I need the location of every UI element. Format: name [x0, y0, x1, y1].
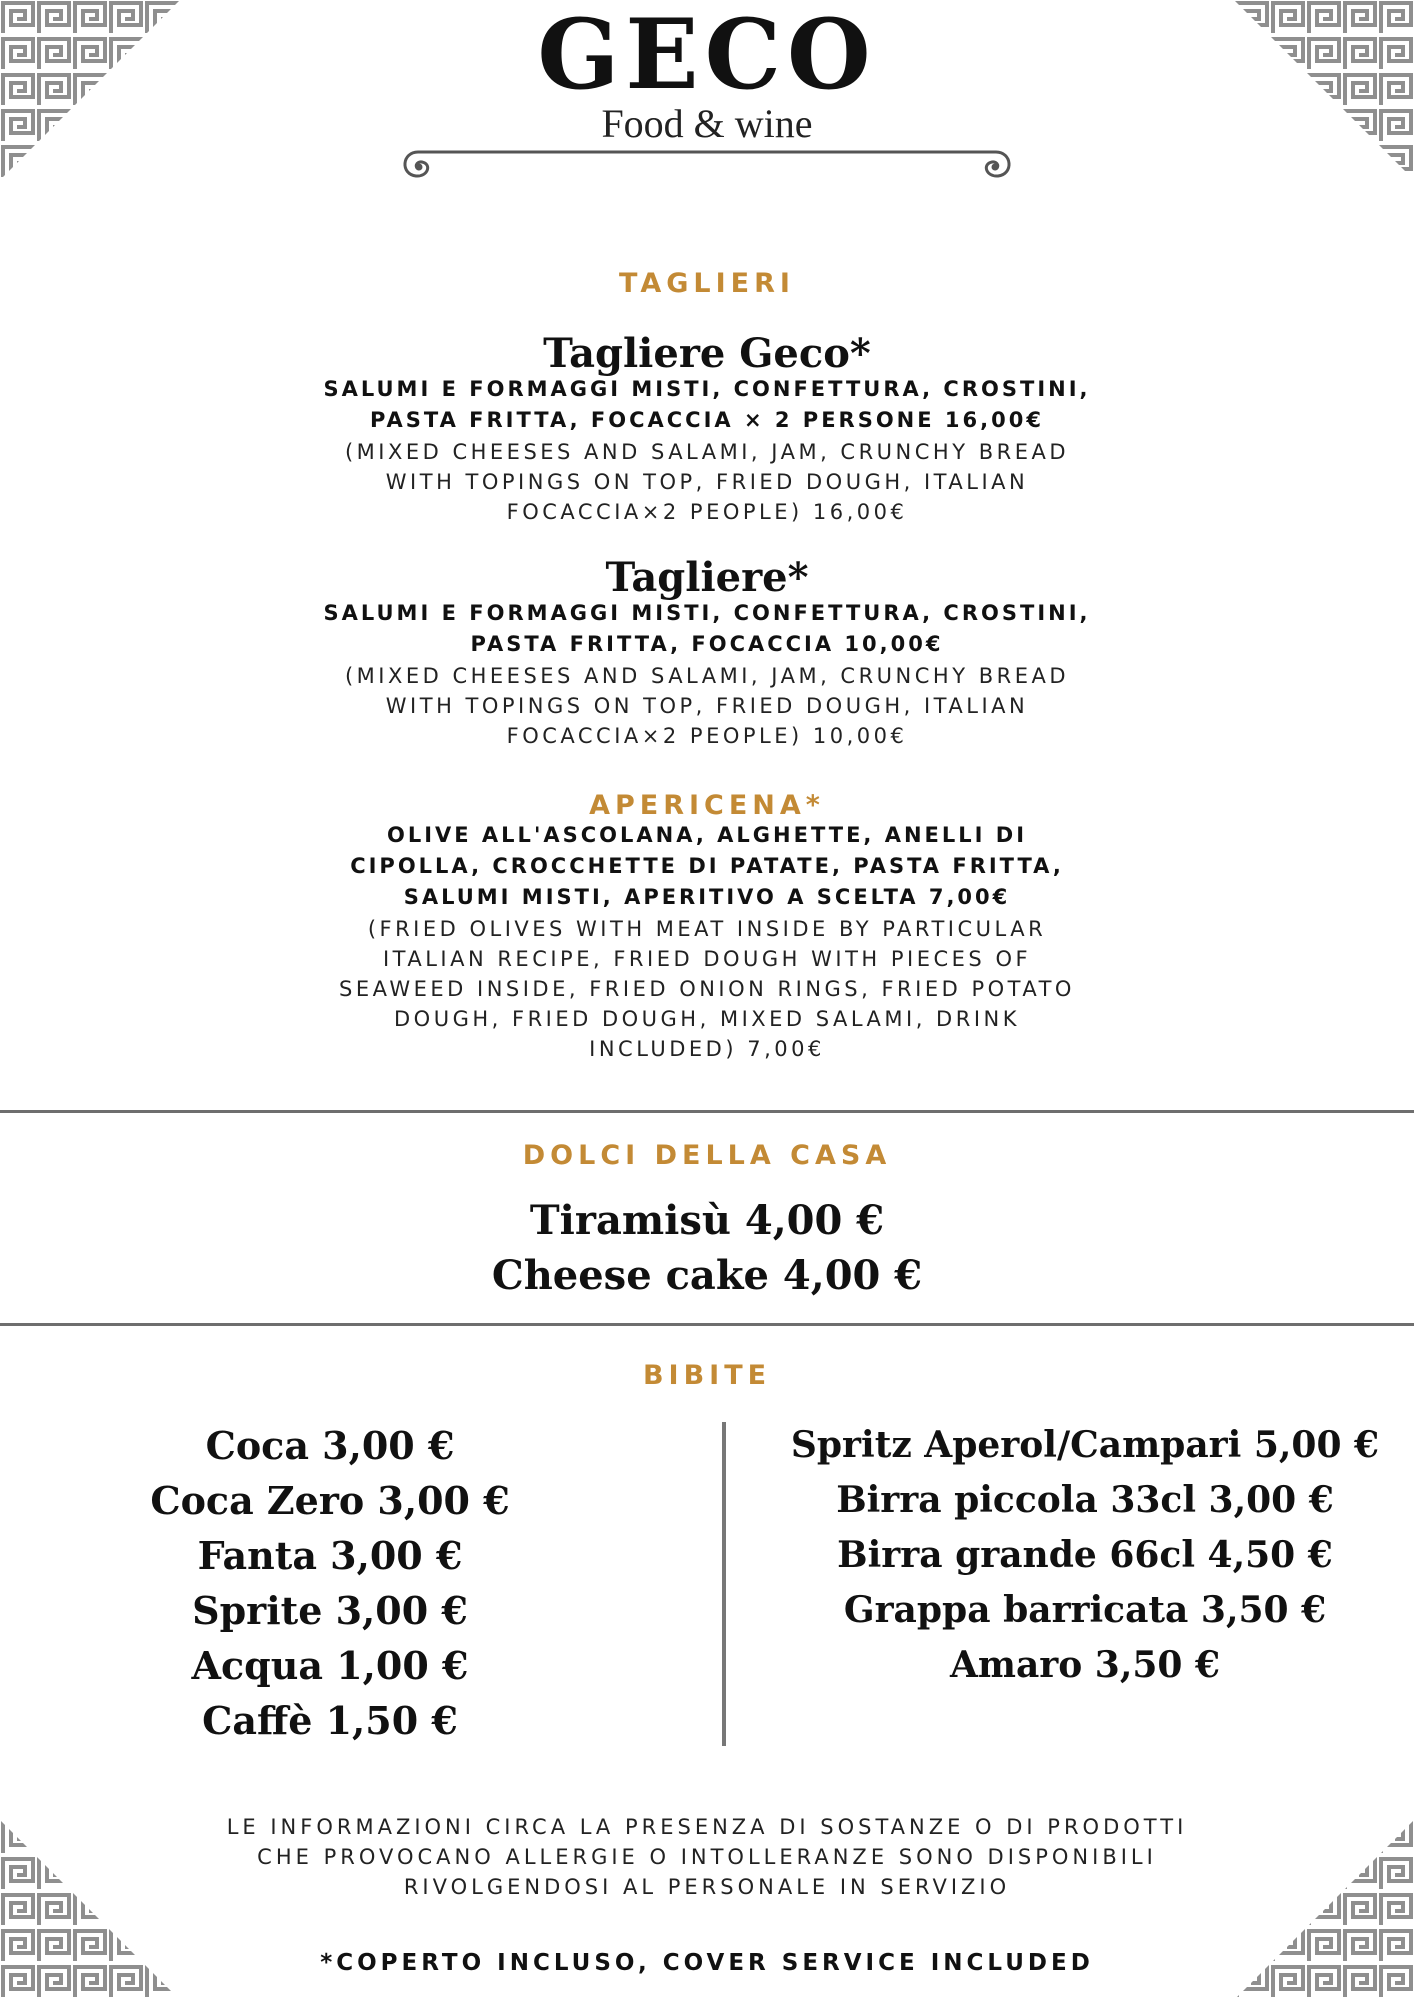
desc-line: SALUMI MISTI, APERITIVO A SCELTA 7,00€: [403, 885, 1011, 909]
allergen-notice: [0, 1812, 1414, 1902]
dessert-list: [0, 1193, 1414, 1303]
section-title-dolci: DOLCI DELLA CASA: [522, 1140, 892, 1171]
desc-line: (MIXED CHEESES AND SALAMI, JAM, CRUNCHY BREAD: [344, 664, 1070, 688]
cover-notice: *COPERTO INCLUSO, COVER SERVICE INCLUDED: [320, 1950, 1094, 1976]
column-divider: [722, 1422, 726, 1746]
drinks-left-column: [100, 1418, 560, 1748]
desc-line: ITALIAN RECIPE, FRIED DOUGH WITH PIECES OF: [382, 947, 1032, 971]
desc-line: (MIXED CHEESES AND SALAMI, JAM, CRUNCHY BREAD: [344, 440, 1070, 464]
drink-item: Coca Zero 3,00 €: [150, 1478, 510, 1523]
desc-line: FOCACCIA×2 PEOPLE) 16,00€: [506, 500, 908, 524]
drink-item: Birra piccola 33cl 3,00 €: [836, 1479, 1334, 1521]
desc-line: PASTA FRITTA, FOCACCIA × 2 PERSONE 16,00€: [370, 408, 1044, 432]
desc-line: SEAWEED INSIDE, FRIED ONION RINGS, FRIED POTATO: [339, 977, 1075, 1001]
desc-line: WITH TOPINGS ON TOP, FRIED DOUGH, ITALIAN: [385, 694, 1029, 718]
item-name-tagliere: Tagliere*: [605, 554, 809, 601]
item-desc-en: [0, 437, 1414, 527]
desc-line: PASTA FRITTA, FOCACCIA 10,00€: [470, 632, 944, 656]
brand-title: GECO: [537, 0, 877, 111]
drink-item: Fanta 3,00 €: [197, 1533, 463, 1578]
section-divider: [0, 1323, 1414, 1326]
apericena-desc-it: [0, 820, 1414, 913]
scroll-divider-icon: [398, 146, 1016, 186]
drink-item: Coca 3,00 €: [205, 1423, 455, 1468]
section-title-taglieri: TAGLIERI: [619, 268, 795, 299]
dessert-item: Cheese cake 4,00 €: [491, 1252, 923, 1299]
item-desc-it: [0, 598, 1414, 660]
desc-line: CIPOLLA, CROCCHETTE DI PATATE, PASTA FRITTA,: [350, 854, 1064, 878]
brand-tagline: Food & wine: [601, 101, 813, 146]
desc-line: SALUMI E FORMAGGI MISTI, CONFETTURA, CROSTINI,: [323, 601, 1091, 625]
desc-line: INCLUDED) 7,00€: [589, 1037, 825, 1061]
desc-line: SALUMI E FORMAGGI MISTI, CONFETTURA, CROSTINI,: [323, 377, 1091, 401]
drinks-right-column: [750, 1418, 1414, 1693]
section-title-bibite: BIBITE: [642, 1360, 772, 1391]
apericena-desc-en: [0, 914, 1414, 1064]
desc-line: WITH TOPINGS ON TOP, FRIED DOUGH, ITALIAN: [385, 470, 1029, 494]
section-divider: [0, 1110, 1414, 1113]
notice-line: RIVOLGENDOSI AL PERSONALE IN SERVIZIO: [403, 1875, 1011, 1899]
drink-item: Birra grande 66cl 4,50 €: [837, 1534, 1333, 1576]
drink-item: Grappa barricata 3,50 €: [843, 1589, 1327, 1631]
desc-line: DOUGH, FRIED DOUGH, MIXED SALAMI, DRINK: [394, 1007, 1020, 1031]
item-name-tagliere-geco: Tagliere Geco*: [543, 330, 871, 377]
desc-line: FOCACCIA×2 PEOPLE) 10,00€: [506, 724, 908, 748]
desc-line: (FRIED OLIVES WITH MEAT INSIDE BY PARTICULAR: [367, 917, 1047, 941]
item-desc-it: [0, 374, 1414, 436]
drink-item: Amaro 3,50 €: [949, 1644, 1221, 1686]
drink-item: Sprite 3,00 €: [192, 1588, 468, 1633]
drink-item: Acqua 1,00 €: [191, 1643, 469, 1688]
desc-line: OLIVE ALL'ASCOLANA, ALGHETTE, ANELLI DI: [386, 823, 1028, 847]
item-desc-en: [0, 661, 1414, 751]
dessert-item: Tiramisù 4,00 €: [529, 1197, 885, 1244]
drink-item: Caffè 1,50 €: [202, 1698, 458, 1743]
section-title-apericena: APERICENA*: [589, 790, 825, 821]
notice-line: CHE PROVOCANO ALLERGIE O INTOLLERANZE SONO DISPONIBILI: [257, 1845, 1157, 1869]
drink-item: Spritz Aperol/Campari 5,00 €: [790, 1424, 1380, 1466]
notice-line: LE INFORMAZIONI CIRCA LA PRESENZA DI SOSTANZE O DI PRODOTTI: [226, 1815, 1188, 1839]
